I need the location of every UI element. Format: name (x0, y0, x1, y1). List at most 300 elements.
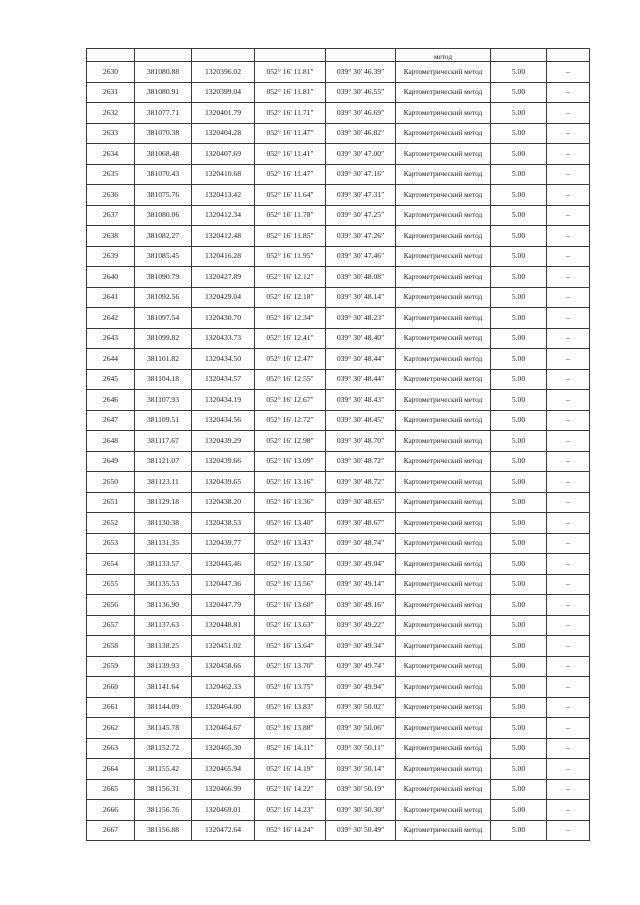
cell-y: 1320447.79 (192, 595, 255, 616)
cell-method: Картометрический метод (396, 308, 491, 329)
cell-y: 1320464.00 (192, 697, 255, 718)
cell-y: 1320434.57 (192, 369, 255, 390)
cell-method: Картометрический метод (396, 636, 491, 657)
cell-accuracy: 5.00 (491, 656, 547, 677)
cell-note: – (547, 287, 590, 308)
cell-note: – (547, 574, 590, 595)
cell-x: 381123.11 (135, 472, 192, 493)
cell-point-number: 2631 (87, 82, 135, 103)
cell-latitude: 052° 16' 13.56" (255, 574, 326, 595)
cell-x: 381156.31 (135, 779, 192, 800)
cell-y: 1320401.79 (192, 103, 255, 124)
cell-y: 1320464.67 (192, 718, 255, 739)
cell-point-number: 2656 (87, 595, 135, 616)
cell-y: 1320413.42 (192, 185, 255, 206)
cell-longitude: 039° 30' 48.44" (326, 369, 396, 390)
cell-y: 1320445.46 (192, 554, 255, 575)
table-row (87, 287, 590, 308)
cell-y: 1320465.94 (192, 759, 255, 780)
cell-y: 1320412.34 (192, 205, 255, 226)
cell-method: Картометрический метод (396, 431, 491, 452)
cell-y: 1320439.65 (192, 472, 255, 493)
table-row (87, 308, 590, 329)
cell-method: Картометрический метод (396, 779, 491, 800)
table-row (87, 369, 590, 390)
cell-longitude: 039° 30' 47.00" (326, 144, 396, 165)
cell-point-number: 2659 (87, 656, 135, 677)
table-row (87, 164, 590, 185)
cell-point-number: 2633 (87, 123, 135, 144)
cell-point-number: 2660 (87, 677, 135, 698)
cell-note: – (547, 779, 590, 800)
cell-x: 381155.42 (135, 759, 192, 780)
cell-latitude: 052° 16' 11.64" (255, 185, 326, 206)
table-row (87, 677, 590, 698)
table-row (87, 718, 590, 739)
cell-longitude: 039° 30' 48.67" (326, 513, 396, 534)
cell-accuracy: 5.00 (491, 431, 547, 452)
cell-point-number: 2662 (87, 718, 135, 739)
cell-x: 381156.76 (135, 800, 192, 821)
cell-latitude: 052° 16' 13.50" (255, 554, 326, 575)
cell-point-number: 2667 (87, 820, 135, 841)
cell-accuracy: 5.00 (491, 738, 547, 759)
cell-y: 1320430.70 (192, 308, 255, 329)
cell-accuracy: 5.00 (491, 369, 547, 390)
cell-note: – (547, 800, 590, 821)
cell-note: – (547, 328, 590, 349)
cell-y: 1320438.20 (192, 492, 255, 513)
cell-longitude: 039° 30' 49.14" (326, 574, 396, 595)
cell-x: 381129.18 (135, 492, 192, 513)
cell-latitude: 052° 16' 13.09" (255, 451, 326, 472)
cell-method: Картометрический метод (396, 718, 491, 739)
cell-method: Картометрический метод (396, 287, 491, 308)
cell-latitude: 052° 16' 11.85" (255, 226, 326, 247)
table-row (87, 328, 590, 349)
table-row (87, 205, 590, 226)
table-row (87, 185, 590, 206)
cell-point-number: 2648 (87, 431, 135, 452)
cell-y: 1320439.66 (192, 451, 255, 472)
cell-latitude: 052° 16' 13.40" (255, 513, 326, 534)
cell-longitude: 039° 30' 49.34" (326, 636, 396, 657)
cell-accuracy: 5.00 (491, 287, 547, 308)
table-row (87, 267, 590, 288)
cell-y (192, 49, 255, 62)
cell-latitude: 052° 16' 12.55" (255, 369, 326, 390)
table-row (87, 779, 590, 800)
cell-latitude: 052° 16' 12.18" (255, 287, 326, 308)
cell-y: 1320465.30 (192, 738, 255, 759)
cell-x (135, 49, 192, 62)
cell-point-number: 2635 (87, 164, 135, 185)
cell-accuracy: 5.00 (491, 759, 547, 780)
cell-x: 381152.72 (135, 738, 192, 759)
table-row (87, 656, 590, 677)
cell-note: – (547, 226, 590, 247)
cell-longitude: 039° 30' 47.26" (326, 226, 396, 247)
table-row (87, 451, 590, 472)
cell-y: 1320434.19 (192, 390, 255, 411)
cell-longitude: 039° 30' 48.74" (326, 533, 396, 554)
table-row (87, 574, 590, 595)
cell-note: – (547, 554, 590, 575)
cell-point-number: 2641 (87, 287, 135, 308)
cell-accuracy: 5.00 (491, 185, 547, 206)
cell-point-number: 2650 (87, 472, 135, 493)
cell-latitude (255, 49, 326, 62)
cell-point-number: 2649 (87, 451, 135, 472)
table-row (87, 595, 590, 616)
cell-y: 1320427.89 (192, 267, 255, 288)
table-row (87, 554, 590, 575)
cell-method: Картометрический метод (396, 697, 491, 718)
cell-latitude: 052° 16' 11.95" (255, 246, 326, 267)
cell-point-number: 2638 (87, 226, 135, 247)
cell-longitude: 039° 30' 49.94" (326, 677, 396, 698)
cell-x: 381080.88 (135, 62, 192, 83)
cell-note: – (547, 82, 590, 103)
cell-method: Картометрический метод (396, 103, 491, 124)
cell-accuracy: 5.00 (491, 390, 547, 411)
cell-method: Картометрический метод (396, 472, 491, 493)
cell-latitude: 052° 16' 12.34" (255, 308, 326, 329)
cell-y: 1320399.04 (192, 82, 255, 103)
cell-latitude: 052° 16' 14.22" (255, 779, 326, 800)
cell-accuracy: 5.00 (491, 246, 547, 267)
cell-note: – (547, 718, 590, 739)
cell-latitude: 052° 16' 11.47" (255, 164, 326, 185)
cell-y: 1320447.36 (192, 574, 255, 595)
cell-longitude: 039° 30' 49.74" (326, 656, 396, 677)
cell-accuracy: 5.00 (491, 513, 547, 534)
table-row (87, 82, 590, 103)
cell-latitude: 052° 16' 12.12" (255, 267, 326, 288)
cell-x: 381145.78 (135, 718, 192, 739)
table-row (87, 820, 590, 841)
cell-longitude: 039° 30' 46.39" (326, 62, 396, 83)
cell-accuracy: 5.00 (491, 144, 547, 165)
cell-x: 381130.38 (135, 513, 192, 534)
cell-x: 381144.09 (135, 697, 192, 718)
cell-accuracy: 5.00 (491, 697, 547, 718)
cell-y: 1320410.68 (192, 164, 255, 185)
cell-method: Картометрический метод (396, 164, 491, 185)
cell-point-number: 2654 (87, 554, 135, 575)
cell-point-number: 2647 (87, 410, 135, 431)
cell-point-number: 2640 (87, 267, 135, 288)
cell-note: – (547, 759, 590, 780)
cell-longitude: 039° 30' 50.30" (326, 800, 396, 821)
table-row (87, 697, 590, 718)
cell-latitude: 052° 16' 11.41" (255, 144, 326, 165)
table-row (87, 492, 590, 513)
cell-note: – (547, 820, 590, 841)
cell-point-number: 2634 (87, 144, 135, 165)
cell-y: 1320434.56 (192, 410, 255, 431)
cell-accuracy: 5.00 (491, 308, 547, 329)
cell-longitude: 039° 30' 47.46" (326, 246, 396, 267)
cell-longitude: 039° 30' 48.43" (326, 390, 396, 411)
cell-latitude: 052° 16' 13.43" (255, 533, 326, 554)
cell-point-number: 2652 (87, 513, 135, 534)
cell-longitude: 039° 30' 50.02" (326, 697, 396, 718)
cell-accuracy: 5.00 (491, 62, 547, 83)
cell-method: Картометрический метод (396, 554, 491, 575)
cell-latitude: 052° 16' 11.71" (255, 103, 326, 124)
table-row (87, 513, 590, 534)
table-row (87, 431, 590, 452)
cell-note: – (547, 697, 590, 718)
cell-note: – (547, 615, 590, 636)
cell-method: Картометрический метод (396, 62, 491, 83)
cell-y: 1320462.33 (192, 677, 255, 698)
cell-y: 1320407.69 (192, 144, 255, 165)
cell-latitude: 052° 16' 14.23" (255, 800, 326, 821)
cell-note: – (547, 308, 590, 329)
cell-longitude: 039° 30' 49.22" (326, 615, 396, 636)
cell-accuracy: 5.00 (491, 205, 547, 226)
cell-method: Картометрический метод (396, 615, 491, 636)
cell-longitude: 039° 30' 47.31" (326, 185, 396, 206)
cell-x: 381077.71 (135, 103, 192, 124)
cell-y: 1320416.28 (192, 246, 255, 267)
cell-method: Картометрический метод (396, 656, 491, 677)
cell-x: 381104.18 (135, 369, 192, 390)
cell-note: – (547, 246, 590, 267)
cell-accuracy: 5.00 (491, 595, 547, 616)
cell-x: 381090.79 (135, 267, 192, 288)
cell-x: 381156.88 (135, 820, 192, 841)
cell-x: 381075.76 (135, 185, 192, 206)
cell-latitude: 052° 16' 13.70" (255, 656, 326, 677)
cell-longitude: 039° 30' 48.70" (326, 431, 396, 452)
cell-accuracy: 5.00 (491, 718, 547, 739)
cell-latitude: 052° 16' 11.81" (255, 82, 326, 103)
cell-point-number: 2658 (87, 636, 135, 657)
cell-y: 1320439.29 (192, 431, 255, 452)
cell-x: 381131.35 (135, 533, 192, 554)
cell-point-number: 2666 (87, 800, 135, 821)
cell-note: – (547, 369, 590, 390)
cell-method: Картометрический метод (396, 492, 491, 513)
cell-longitude: 039° 30' 47.16" (326, 164, 396, 185)
cell-x: 381097.54 (135, 308, 192, 329)
coordinates-table (86, 48, 590, 841)
cell-x: 381101.82 (135, 349, 192, 370)
cell-accuracy: 5.00 (491, 800, 547, 821)
cell-x: 381085.45 (135, 246, 192, 267)
cell-point-number: 2665 (87, 779, 135, 800)
cell-point-number: 2644 (87, 349, 135, 370)
cell-y: 1320439.77 (192, 533, 255, 554)
cell-longitude: 039° 30' 49.04" (326, 554, 396, 575)
cell-x: 381139.93 (135, 656, 192, 677)
cell-latitude: 052° 16' 11.47" (255, 123, 326, 144)
cell-longitude: 039° 30' 50.49" (326, 820, 396, 841)
table-row (87, 103, 590, 124)
cell-longitude: 039° 30' 46.82" (326, 123, 396, 144)
cell-x: 381068.48 (135, 144, 192, 165)
table-row (87, 390, 590, 411)
cell-x: 381070.43 (135, 164, 192, 185)
cell-x: 381136.90 (135, 595, 192, 616)
cell-latitude: 052° 16' 11.78" (255, 205, 326, 226)
cell-method: Картометрический метод (396, 349, 491, 370)
cell-note: – (547, 431, 590, 452)
cell-longitude: 039° 30' 46.55" (326, 82, 396, 103)
cell-latitude: 052° 16' 14.24" (255, 820, 326, 841)
cell-point-number: 2643 (87, 328, 135, 349)
cell-method: Картометрический метод (396, 246, 491, 267)
cell-accuracy: 5.00 (491, 636, 547, 657)
cell-x: 381099.82 (135, 328, 192, 349)
cell-x: 381070.38 (135, 123, 192, 144)
cell-x: 381080.91 (135, 82, 192, 103)
cell-point-number: 2642 (87, 308, 135, 329)
cell-accuracy: 5.00 (491, 574, 547, 595)
table-row (87, 533, 590, 554)
cell-point-number: 2632 (87, 103, 135, 124)
cell-method: Картометрический метод (396, 677, 491, 698)
cell-note (547, 49, 590, 62)
cell-latitude: 052° 16' 13.60" (255, 595, 326, 616)
cell-note: – (547, 636, 590, 657)
cell-longitude: 039° 30' 50.06" (326, 718, 396, 739)
table-row (87, 615, 590, 636)
cell-accuracy: 5.00 (491, 103, 547, 124)
cell-x: 381080.06 (135, 205, 192, 226)
cell-x: 381133.57 (135, 554, 192, 575)
table-row (87, 636, 590, 657)
cell-method: Картометрический метод (396, 267, 491, 288)
cell-latitude: 052° 16' 12.41" (255, 328, 326, 349)
cell-accuracy: 5.00 (491, 554, 547, 575)
cell-accuracy: 5.00 (491, 226, 547, 247)
cell-latitude: 052° 16' 13.83" (255, 697, 326, 718)
cell-latitude: 052° 16' 13.75" (255, 677, 326, 698)
cell-accuracy: 5.00 (491, 451, 547, 472)
table-row (87, 472, 590, 493)
cell-latitude: 052° 16' 14.19" (255, 759, 326, 780)
table-row (87, 800, 590, 821)
table-row (87, 738, 590, 759)
cell-accuracy: 5.00 (491, 472, 547, 493)
table-row (87, 226, 590, 247)
cell-point-number: 2630 (87, 62, 135, 83)
cell-method: Картометрический метод (396, 369, 491, 390)
cell-note: – (547, 738, 590, 759)
cell-note: – (547, 656, 590, 677)
cell-note: – (547, 390, 590, 411)
cell-accuracy: 5.00 (491, 349, 547, 370)
cell-x: 381137.63 (135, 615, 192, 636)
table-row (87, 62, 590, 83)
cell-x: 381117.67 (135, 431, 192, 452)
cell-method: Картометрический метод (396, 533, 491, 554)
cell-method: Картометрический метод (396, 328, 491, 349)
table-row (87, 144, 590, 165)
cell-longitude: 039° 30' 48.45" (326, 410, 396, 431)
cell-note: – (547, 677, 590, 698)
table-body (87, 49, 590, 841)
cell-y: 1320412.48 (192, 226, 255, 247)
cell-y: 1320472.64 (192, 820, 255, 841)
cell-note: – (547, 451, 590, 472)
cell-latitude: 052° 16' 13.36" (255, 492, 326, 513)
cell-x: 381141.64 (135, 677, 192, 698)
cell-latitude: 052° 16' 12.47" (255, 349, 326, 370)
cell-method: Картометрический метод (396, 390, 491, 411)
cell-y: 1320434.50 (192, 349, 255, 370)
cell-method: Картометрический метод (396, 123, 491, 144)
cell-note: – (547, 595, 590, 616)
cell-accuracy: 5.00 (491, 328, 547, 349)
cell-point-number: 2661 (87, 697, 135, 718)
cell-point-number (87, 49, 135, 62)
cell-y: 1320433.73 (192, 328, 255, 349)
cell-longitude: 039° 30' 48.44" (326, 349, 396, 370)
cell-longitude: 039° 30' 48.72" (326, 451, 396, 472)
cell-accuracy: 5.00 (491, 123, 547, 144)
cell-method: Картометрический метод (396, 513, 491, 534)
cell-method: Картометрический метод (396, 759, 491, 780)
cell-accuracy: 5.00 (491, 82, 547, 103)
cell-method: метод (396, 49, 491, 62)
cell-note: – (547, 472, 590, 493)
cell-method: Картометрический метод (396, 144, 491, 165)
cell-point-number: 2639 (87, 246, 135, 267)
cell-note: – (547, 410, 590, 431)
cell-longitude: 039° 30' 48.14" (326, 287, 396, 308)
cell-longitude: 039° 30' 48.72" (326, 472, 396, 493)
cell-method: Картометрический метод (396, 574, 491, 595)
cell-x: 381138.25 (135, 636, 192, 657)
cell-x: 381082.27 (135, 226, 192, 247)
cell-note: – (547, 185, 590, 206)
table-row (87, 759, 590, 780)
cell-method: Картометрический метод (396, 820, 491, 841)
cell-point-number: 2655 (87, 574, 135, 595)
cell-latitude: 052° 16' 11.81" (255, 62, 326, 83)
cell-note: – (547, 62, 590, 83)
cell-point-number: 2651 (87, 492, 135, 513)
cell-latitude: 052° 16' 13.63" (255, 615, 326, 636)
cell-longitude: 039° 30' 50.19" (326, 779, 396, 800)
cell-accuracy: 5.00 (491, 410, 547, 431)
cell-note: – (547, 103, 590, 124)
cell-note: – (547, 513, 590, 534)
cell-accuracy: 5.00 (491, 615, 547, 636)
cell-note: – (547, 492, 590, 513)
cell-latitude: 052° 16' 12.98" (255, 431, 326, 452)
cell-method: Картометрический метод (396, 82, 491, 103)
cell-x: 381107.93 (135, 390, 192, 411)
cell-point-number: 2646 (87, 390, 135, 411)
cell-accuracy: 5.00 (491, 492, 547, 513)
cell-longitude: 039° 30' 48.40" (326, 328, 396, 349)
cell-accuracy: 5.00 (491, 820, 547, 841)
cell-method: Картометрический метод (396, 800, 491, 821)
cell-x: 381109.51 (135, 410, 192, 431)
cell-method: Картометрический метод (396, 226, 491, 247)
cell-point-number: 2637 (87, 205, 135, 226)
cell-x: 381121.07 (135, 451, 192, 472)
cell-longitude: 039° 30' 47.25" (326, 205, 396, 226)
cell-method: Картометрический метод (396, 185, 491, 206)
cell-y: 1320448.81 (192, 615, 255, 636)
